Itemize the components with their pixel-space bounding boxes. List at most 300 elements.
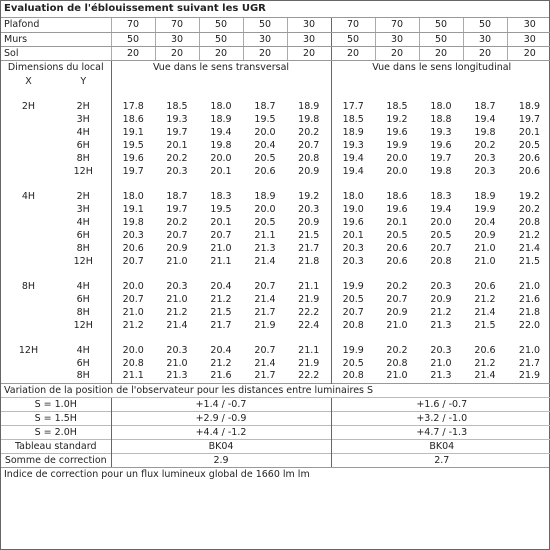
ugr-row [1, 242, 550, 255]
ugr-transversal-value: 22.2 [298, 370, 320, 382]
reflectance-value: 20 [155, 46, 199, 60]
ugr-transversal-value: 21.7 [254, 370, 276, 382]
spacing-label: S = 1.5H [1, 411, 111, 425]
ugr-transversal-value: 18.0 [210, 100, 232, 112]
ugr-longitudinal-value: 20.7 [386, 293, 408, 305]
ugr-longitudinal-value: 18.5 [386, 100, 408, 112]
ugr-transversal-value: 21.0 [210, 242, 232, 254]
ugr-longitudinal-value: 19.9 [331, 280, 375, 293]
ugr-longitudinal-value: 20.9 [430, 293, 452, 305]
reflectance-value: 50 [199, 18, 243, 32]
room-y: 4H [76, 216, 90, 228]
room-y: 2H [76, 190, 90, 202]
standard-longitudinal: BK04 [331, 439, 550, 453]
ugr-transversal-value: 20.9 [298, 216, 320, 228]
correction-label: Somme de correction [1, 453, 111, 467]
ugr-longitudinal-value: 18.3 [430, 190, 452, 202]
longitudinal-label: Vue dans le sens longitudinal [331, 60, 550, 74]
ugr-longitudinal-value: 20.2 [386, 344, 408, 356]
ugr-longitudinal-value: 20.8 [331, 370, 375, 383]
ugr-longitudinal-value: 19.3 [430, 126, 452, 138]
ugr-transversal-value: 20.1 [210, 165, 232, 177]
ugr-longitudinal-value: 20.6 [518, 165, 541, 177]
ugr-longitudinal-value: 20.8 [518, 216, 541, 228]
correction-longitudinal: 2.7 [331, 453, 550, 467]
ugr-longitudinal-value: 18.5 [331, 113, 375, 126]
reflectance-value: 50 [199, 32, 243, 46]
ugr-longitudinal-value: 20.3 [430, 280, 452, 292]
ugr-transversal-value: 20.3 [166, 344, 188, 356]
ugr-transversal-value: 20.3 [298, 203, 320, 215]
ugr-longitudinal-value: 21.0 [386, 319, 408, 331]
ugr-transversal-value: 20.1 [210, 216, 232, 228]
ugr-transversal-value: 20.7 [111, 293, 155, 306]
ugr-transversal-value: 21.5 [210, 306, 232, 318]
ugr-transversal-value: 21.1 [254, 229, 276, 241]
ugr-longitudinal-value: 21.2 [430, 306, 452, 318]
ugr-row [1, 344, 550, 357]
ugr-longitudinal-value: 19.4 [331, 152, 375, 165]
ugr-longitudinal-value: 19.8 [430, 165, 452, 177]
ugr-transversal-value: 20.0 [254, 203, 276, 215]
room-y: 3H [76, 203, 90, 215]
reflectance-value: 30 [507, 32, 550, 46]
transversal-label: Vue dans le sens transversal [111, 60, 331, 74]
ugr-longitudinal-value: 20.6 [518, 152, 541, 164]
ugr-row [1, 280, 550, 293]
ugr-transversal-value: 21.8 [298, 255, 320, 267]
reflectance-value: 20 [375, 46, 419, 60]
ugr-longitudinal-value: 19.6 [386, 203, 408, 215]
ugr-transversal-value: 20.8 [111, 357, 155, 370]
ugr-longitudinal-value: 21.4 [518, 242, 541, 254]
spacer-row [1, 178, 550, 190]
ugr-transversal-value: 19.5 [111, 139, 155, 152]
reflectance-value: 70 [375, 18, 419, 32]
ugr-transversal-value: 18.7 [166, 190, 188, 202]
ugr-longitudinal-value: 19.4 [430, 203, 452, 215]
ugr-longitudinal-value: 21.8 [518, 306, 541, 318]
ugr-longitudinal-value: 18.9 [474, 190, 496, 202]
room-y: 6H [76, 357, 90, 369]
room-y: 4H [76, 126, 90, 138]
ugr-transversal-value: 20.9 [298, 165, 320, 177]
ugr-transversal-value: 21.2 [111, 319, 155, 332]
section-header-row [1, 60, 550, 74]
ugr-transversal-value: 17.8 [111, 100, 155, 113]
reflectance-row [1, 32, 550, 46]
ugr-transversal-value: 20.4 [210, 344, 232, 356]
reflectance-value: 20 [287, 46, 331, 60]
x-label: X [25, 75, 32, 87]
ugr-longitudinal-value: 19.4 [331, 165, 375, 178]
ugr-longitudinal-value: 20.1 [331, 229, 375, 242]
ugr-transversal-value: 20.2 [166, 216, 188, 228]
y-label: Y [80, 75, 87, 87]
ugr-longitudinal-value: 20.3 [331, 242, 375, 255]
correction-row [1, 453, 550, 467]
ugr-longitudinal-value: 20.5 [430, 229, 452, 241]
variation-title-row [1, 383, 550, 397]
ugr-transversal-value: 21.4 [254, 293, 276, 305]
ugr-transversal-value: 20.7 [210, 229, 232, 241]
room-y: 4H [76, 280, 90, 292]
ugr-longitudinal-value: 19.8 [474, 126, 496, 138]
ugr-longitudinal-value: 19.2 [386, 113, 408, 125]
ugr-longitudinal-value: 20.9 [386, 306, 408, 318]
room-x: 12H [18, 344, 39, 356]
room-y: 8H [76, 242, 90, 254]
ugr-transversal-value: 20.5 [254, 152, 276, 164]
room-y: 6H [76, 229, 90, 241]
room-y: 12H [73, 255, 93, 267]
ugr-longitudinal-value: 21.0 [518, 344, 541, 356]
reflectance-value: 50 [419, 32, 463, 46]
ugr-longitudinal-value: 18.7 [474, 100, 496, 112]
room-y: 6H [76, 139, 90, 151]
room-y: 4H [76, 344, 90, 356]
ugr-transversal-value: 20.2 [166, 152, 188, 164]
ugr-transversal-value: 20.3 [111, 229, 155, 242]
ugr-longitudinal-value: 20.8 [430, 255, 452, 267]
standard-row [1, 439, 550, 453]
ugr-longitudinal-value: 21.3 [430, 370, 452, 382]
ugr-longitudinal-value: 20.0 [386, 152, 408, 164]
room-x: 2H [21, 100, 36, 112]
dimensions-label: Dimensions du local [7, 61, 104, 73]
room-y: 8H [76, 152, 90, 164]
ugr-transversal-value: 21.0 [166, 255, 188, 267]
ugr-longitudinal-value: 19.4 [474, 113, 496, 125]
ugr-transversal-value: 21.5 [298, 229, 320, 241]
ugr-transversal-value: 21.9 [298, 293, 320, 305]
ugr-row [1, 190, 550, 203]
reflectance-value: 70 [155, 18, 199, 32]
ugr-longitudinal-value: 22.0 [518, 319, 541, 331]
ugr-transversal-value: 21.7 [210, 319, 232, 331]
ugr-transversal-value: 18.3 [210, 190, 232, 202]
ugr-longitudinal-value: 21.0 [474, 242, 496, 254]
ugr-longitudinal-value: 21.3 [430, 319, 452, 331]
reflectance-value: 70 [111, 18, 155, 32]
reflectance-row [1, 46, 550, 60]
ugr-transversal-value: 18.5 [166, 100, 188, 112]
ugr-longitudinal-value: 20.5 [518, 139, 541, 151]
reflectance-value: 30 [243, 32, 287, 46]
ugr-transversal-value: 21.1 [210, 255, 232, 267]
ugr-transversal-value: 21.3 [166, 370, 188, 382]
reflectance-value: 70 [331, 18, 375, 32]
ugr-transversal-value: 20.0 [111, 280, 155, 293]
ugr-longitudinal-value: 18.0 [430, 100, 452, 112]
ugr-longitudinal-value: 19.3 [331, 139, 375, 152]
ugr-longitudinal-value: 21.4 [474, 306, 496, 318]
ugr-longitudinal-value: 21.4 [474, 370, 496, 382]
ugr-transversal-value: 20.6 [254, 165, 276, 177]
ugr-transversal-value: 20.3 [166, 280, 188, 292]
spacer-row [1, 332, 550, 344]
variation-row [1, 425, 550, 439]
ugr-transversal-value: 20.4 [210, 280, 232, 292]
reflectance-label: Sol [1, 46, 111, 60]
ugr-transversal-value: 22.2 [298, 306, 320, 318]
ugr-row [1, 152, 550, 165]
room-x: 8H [21, 280, 36, 292]
spacing-label: S = 1.0H [1, 397, 111, 411]
ugr-longitudinal-value: 20.5 [331, 293, 375, 306]
ugr-longitudinal-value: 20.6 [386, 255, 408, 267]
ugr-transversal-value: 20.6 [111, 242, 155, 255]
ugr-longitudinal-value: 20.3 [474, 152, 496, 164]
ugr-longitudinal-value: 20.3 [331, 255, 375, 268]
ugr-transversal-value: 20.7 [298, 139, 320, 151]
ugr-longitudinal-value: 19.2 [518, 190, 541, 202]
reflectance-value: 50 [331, 32, 375, 46]
ugr-transversal-value: 21.3 [254, 242, 276, 254]
variation-longitudinal: +1.6 / -0.7 [331, 397, 550, 411]
ugr-table [1, 18, 550, 467]
ugr-longitudinal-value: 20.8 [386, 357, 408, 369]
ugr-transversal-value: 21.0 [166, 293, 188, 305]
ugr-transversal-value: 20.3 [166, 165, 188, 177]
standard-transversal: BK04 [111, 439, 331, 453]
ugr-longitudinal-value: 19.7 [430, 152, 452, 164]
ugr-longitudinal-value: 20.2 [518, 203, 541, 215]
reflectance-value: 20 [507, 46, 550, 60]
variation-longitudinal: +3.2 / -1.0 [331, 411, 550, 425]
ugr-longitudinal-value: 20.5 [386, 229, 408, 241]
ugr-transversal-value: 21.1 [111, 370, 155, 383]
reflectance-value: 20 [331, 46, 375, 60]
ugr-transversal-value: 20.4 [254, 139, 276, 151]
reflectance-value: 30 [463, 32, 507, 46]
variation-transversal: +2.9 / -0.9 [111, 411, 331, 425]
variation-row [1, 397, 550, 411]
ugr-transversal-value: 20.7 [254, 344, 276, 356]
ugr-transversal-value: 21.9 [298, 357, 320, 369]
axis-label-row [1, 74, 550, 88]
room-y: 3H [76, 113, 90, 125]
footnote: Indice de correction pour un flux lumineux global de 1660 lm lm [1, 467, 549, 481]
ugr-transversal-value: 21.2 [210, 357, 232, 369]
variation-label: Variation de la position de l'observateur pour les distances entre luminaires S [1, 383, 550, 397]
ugr-row [1, 100, 550, 113]
ugr-longitudinal-value: 18.9 [518, 100, 541, 112]
spacer-row [1, 268, 550, 280]
reflectance-value: 20 [243, 46, 287, 60]
ugr-longitudinal-value: 21.7 [518, 357, 541, 369]
ugr-longitudinal-value: 20.7 [331, 306, 375, 319]
ugr-longitudinal-value: 19.6 [430, 139, 452, 151]
ugr-row [1, 139, 550, 152]
ugr-longitudinal-value: 19.9 [386, 139, 408, 151]
ugr-transversal-value: 19.7 [111, 165, 155, 178]
ugr-transversal-value: 21.4 [254, 255, 276, 267]
ugr-transversal-value: 21.0 [166, 357, 188, 369]
ugr-transversal-value: 20.7 [111, 255, 155, 268]
ugr-longitudinal-value: 17.7 [331, 100, 375, 113]
room-x: 4H [21, 190, 36, 202]
reflectance-value: 50 [111, 32, 155, 46]
ugr-transversal-value: 20.8 [298, 152, 320, 164]
ugr-transversal-value: 19.1 [111, 203, 155, 216]
ugr-row [1, 319, 550, 332]
ugr-longitudinal-value: 21.2 [518, 229, 541, 241]
ugr-longitudinal-value: 18.8 [430, 113, 452, 125]
ugr-transversal-value: 20.0 [111, 344, 155, 357]
ugr-transversal-value: 19.1 [111, 126, 155, 139]
ugr-row [1, 126, 550, 139]
variation-transversal: +4.4 / -1.2 [111, 425, 331, 439]
ugr-longitudinal-value: 20.6 [386, 242, 408, 254]
variation-transversal: +1.4 / -0.7 [111, 397, 331, 411]
reflectance-value: 50 [419, 18, 463, 32]
ugr-longitudinal-value: 20.3 [430, 344, 452, 356]
room-y: 12H [73, 165, 93, 177]
ugr-longitudinal-value: 20.8 [331, 319, 375, 332]
ugr-transversal-value: 19.3 [166, 113, 188, 125]
ugr-longitudinal-value: 20.5 [331, 357, 375, 370]
ugr-transversal-value: 21.2 [210, 293, 232, 305]
ugr-longitudinal-value: 20.3 [474, 165, 496, 177]
ugr-transversal-value: 20.1 [166, 139, 188, 151]
reflectance-value: 50 [463, 18, 507, 32]
ugr-transversal-value: 21.1 [298, 344, 320, 356]
ugr-longitudinal-value: 21.9 [518, 370, 541, 382]
room-y: 8H [76, 306, 90, 318]
ugr-longitudinal-value: 19.9 [474, 203, 496, 215]
ugr-transversal-value: 18.7 [254, 100, 276, 112]
variation-row [1, 411, 550, 425]
ugr-longitudinal-value: 21.6 [518, 293, 541, 305]
correction-transversal: 2.9 [111, 453, 331, 467]
ugr-longitudinal-value: 20.2 [474, 139, 496, 151]
ugr-longitudinal-value: 19.7 [518, 113, 541, 125]
ugr-transversal-value: 21.2 [166, 306, 188, 318]
room-y: 8H [76, 370, 90, 382]
ugr-longitudinal-value: 20.9 [474, 229, 496, 241]
ugr-longitudinal-value: 19.0 [331, 203, 375, 216]
ugr-transversal-value: 21.4 [254, 357, 276, 369]
reflectance-value: 20 [463, 46, 507, 60]
ugr-longitudinal-value: 21.2 [474, 357, 496, 369]
ugr-longitudinal-value: 20.6 [474, 344, 496, 356]
spacer-row [1, 88, 550, 100]
reflectance-row [1, 18, 550, 32]
room-y: 2H [76, 100, 90, 112]
reflectance-label: Plafond [1, 18, 111, 32]
ugr-longitudinal-value: 20.0 [386, 165, 408, 177]
ugr-longitudinal-value: 21.0 [518, 280, 541, 292]
ugr-transversal-value: 19.7 [166, 203, 188, 215]
ugr-longitudinal-value: 20.0 [430, 216, 452, 228]
ugr-transversal-value: 21.7 [254, 306, 276, 318]
ugr-transversal-value: 20.0 [254, 126, 276, 138]
ugr-row [1, 216, 550, 229]
ugr-longitudinal-value: 21.0 [430, 357, 452, 369]
reflectance-value: 20 [199, 46, 243, 60]
reflectance-label: Murs [1, 32, 111, 46]
ugr-transversal-value: 18.9 [254, 190, 276, 202]
ugr-transversal-value: 18.0 [111, 190, 155, 203]
ugr-transversal-value: 20.7 [166, 229, 188, 241]
ugr-transversal-value: 20.2 [298, 126, 320, 138]
ugr-longitudinal-value: 20.7 [430, 242, 452, 254]
ugr-longitudinal-value: 18.9 [331, 126, 375, 139]
ugr-transversal-value: 19.6 [111, 152, 155, 165]
ugr-longitudinal-value: 20.1 [386, 216, 408, 228]
reflectance-value: 30 [155, 32, 199, 46]
ugr-transversal-value: 20.9 [166, 242, 188, 254]
ugr-row [1, 203, 550, 216]
ugr-longitudinal-value: 21.0 [386, 370, 408, 382]
ugr-transversal-value: 19.4 [210, 126, 232, 138]
ugr-longitudinal-value: 21.5 [518, 255, 541, 267]
reflectance-value: 30 [287, 18, 331, 32]
ugr-row [1, 357, 550, 370]
ugr-longitudinal-value: 21.2 [474, 293, 496, 305]
ugr-transversal-value: 18.9 [298, 100, 320, 112]
ugr-row [1, 293, 550, 306]
ugr-transversal-value: 20.0 [210, 152, 232, 164]
ugr-transversal-value: 18.6 [111, 113, 155, 126]
ugr-longitudinal-value: 19.6 [386, 126, 408, 138]
reflectance-value: 30 [507, 18, 550, 32]
ugr-longitudinal-value: 20.4 [474, 216, 496, 228]
ugr-row [1, 229, 550, 242]
ugr-row [1, 255, 550, 268]
reflectance-value: 20 [111, 46, 155, 60]
ugr-transversal-value: 21.1 [298, 280, 320, 292]
room-y: 12H [73, 319, 93, 331]
ugr-transversal-value: 18.9 [210, 113, 232, 125]
ugr-transversal-value: 19.8 [210, 139, 232, 151]
ugr-transversal-value: 20.7 [254, 280, 276, 292]
ugr-transversal-value: 19.5 [210, 203, 232, 215]
ugr-longitudinal-value: 21.0 [474, 255, 496, 267]
ugr-transversal-value: 21.0 [111, 306, 155, 319]
ugr-transversal-value: 19.8 [111, 216, 155, 229]
ugr-transversal-value: 20.5 [254, 216, 276, 228]
ugr-transversal-value: 19.5 [254, 113, 276, 125]
standard-label: Tableau standard [1, 439, 111, 453]
ugr-longitudinal-value: 20.2 [386, 280, 408, 292]
reflectance-value: 30 [287, 32, 331, 46]
ugr-transversal-value: 21.9 [254, 319, 276, 331]
ugr-row [1, 306, 550, 319]
ugr-transversal-value: 19.7 [166, 126, 188, 138]
ugr-transversal-value: 22.4 [298, 319, 320, 331]
room-y: 6H [76, 293, 90, 305]
reflectance-value: 20 [419, 46, 463, 60]
ugr-transversal-value: 21.4 [166, 319, 188, 331]
ugr-longitudinal-value: 21.5 [474, 319, 496, 331]
ugr-transversal-value: 19.8 [298, 113, 320, 125]
ugr-row [1, 113, 550, 126]
ugr-longitudinal-value: 19.9 [331, 344, 375, 357]
document-title: Evaluation de l'éblouissement suivant les UGR [1, 1, 549, 18]
ugr-transversal-value: 19.2 [298, 190, 320, 202]
ugr-longitudinal-value: 20.1 [518, 126, 541, 138]
ugr-longitudinal-value: 18.0 [331, 190, 375, 203]
ugr-longitudinal-value: 18.6 [386, 190, 408, 202]
ugr-row [1, 370, 550, 383]
reflectance-value: 30 [375, 32, 419, 46]
ugr-transversal-value: 21.7 [298, 242, 320, 254]
ugr-row [1, 165, 550, 178]
ugr-longitudinal-value: 19.6 [331, 216, 375, 229]
variation-longitudinal: +4.7 / -1.3 [331, 425, 550, 439]
